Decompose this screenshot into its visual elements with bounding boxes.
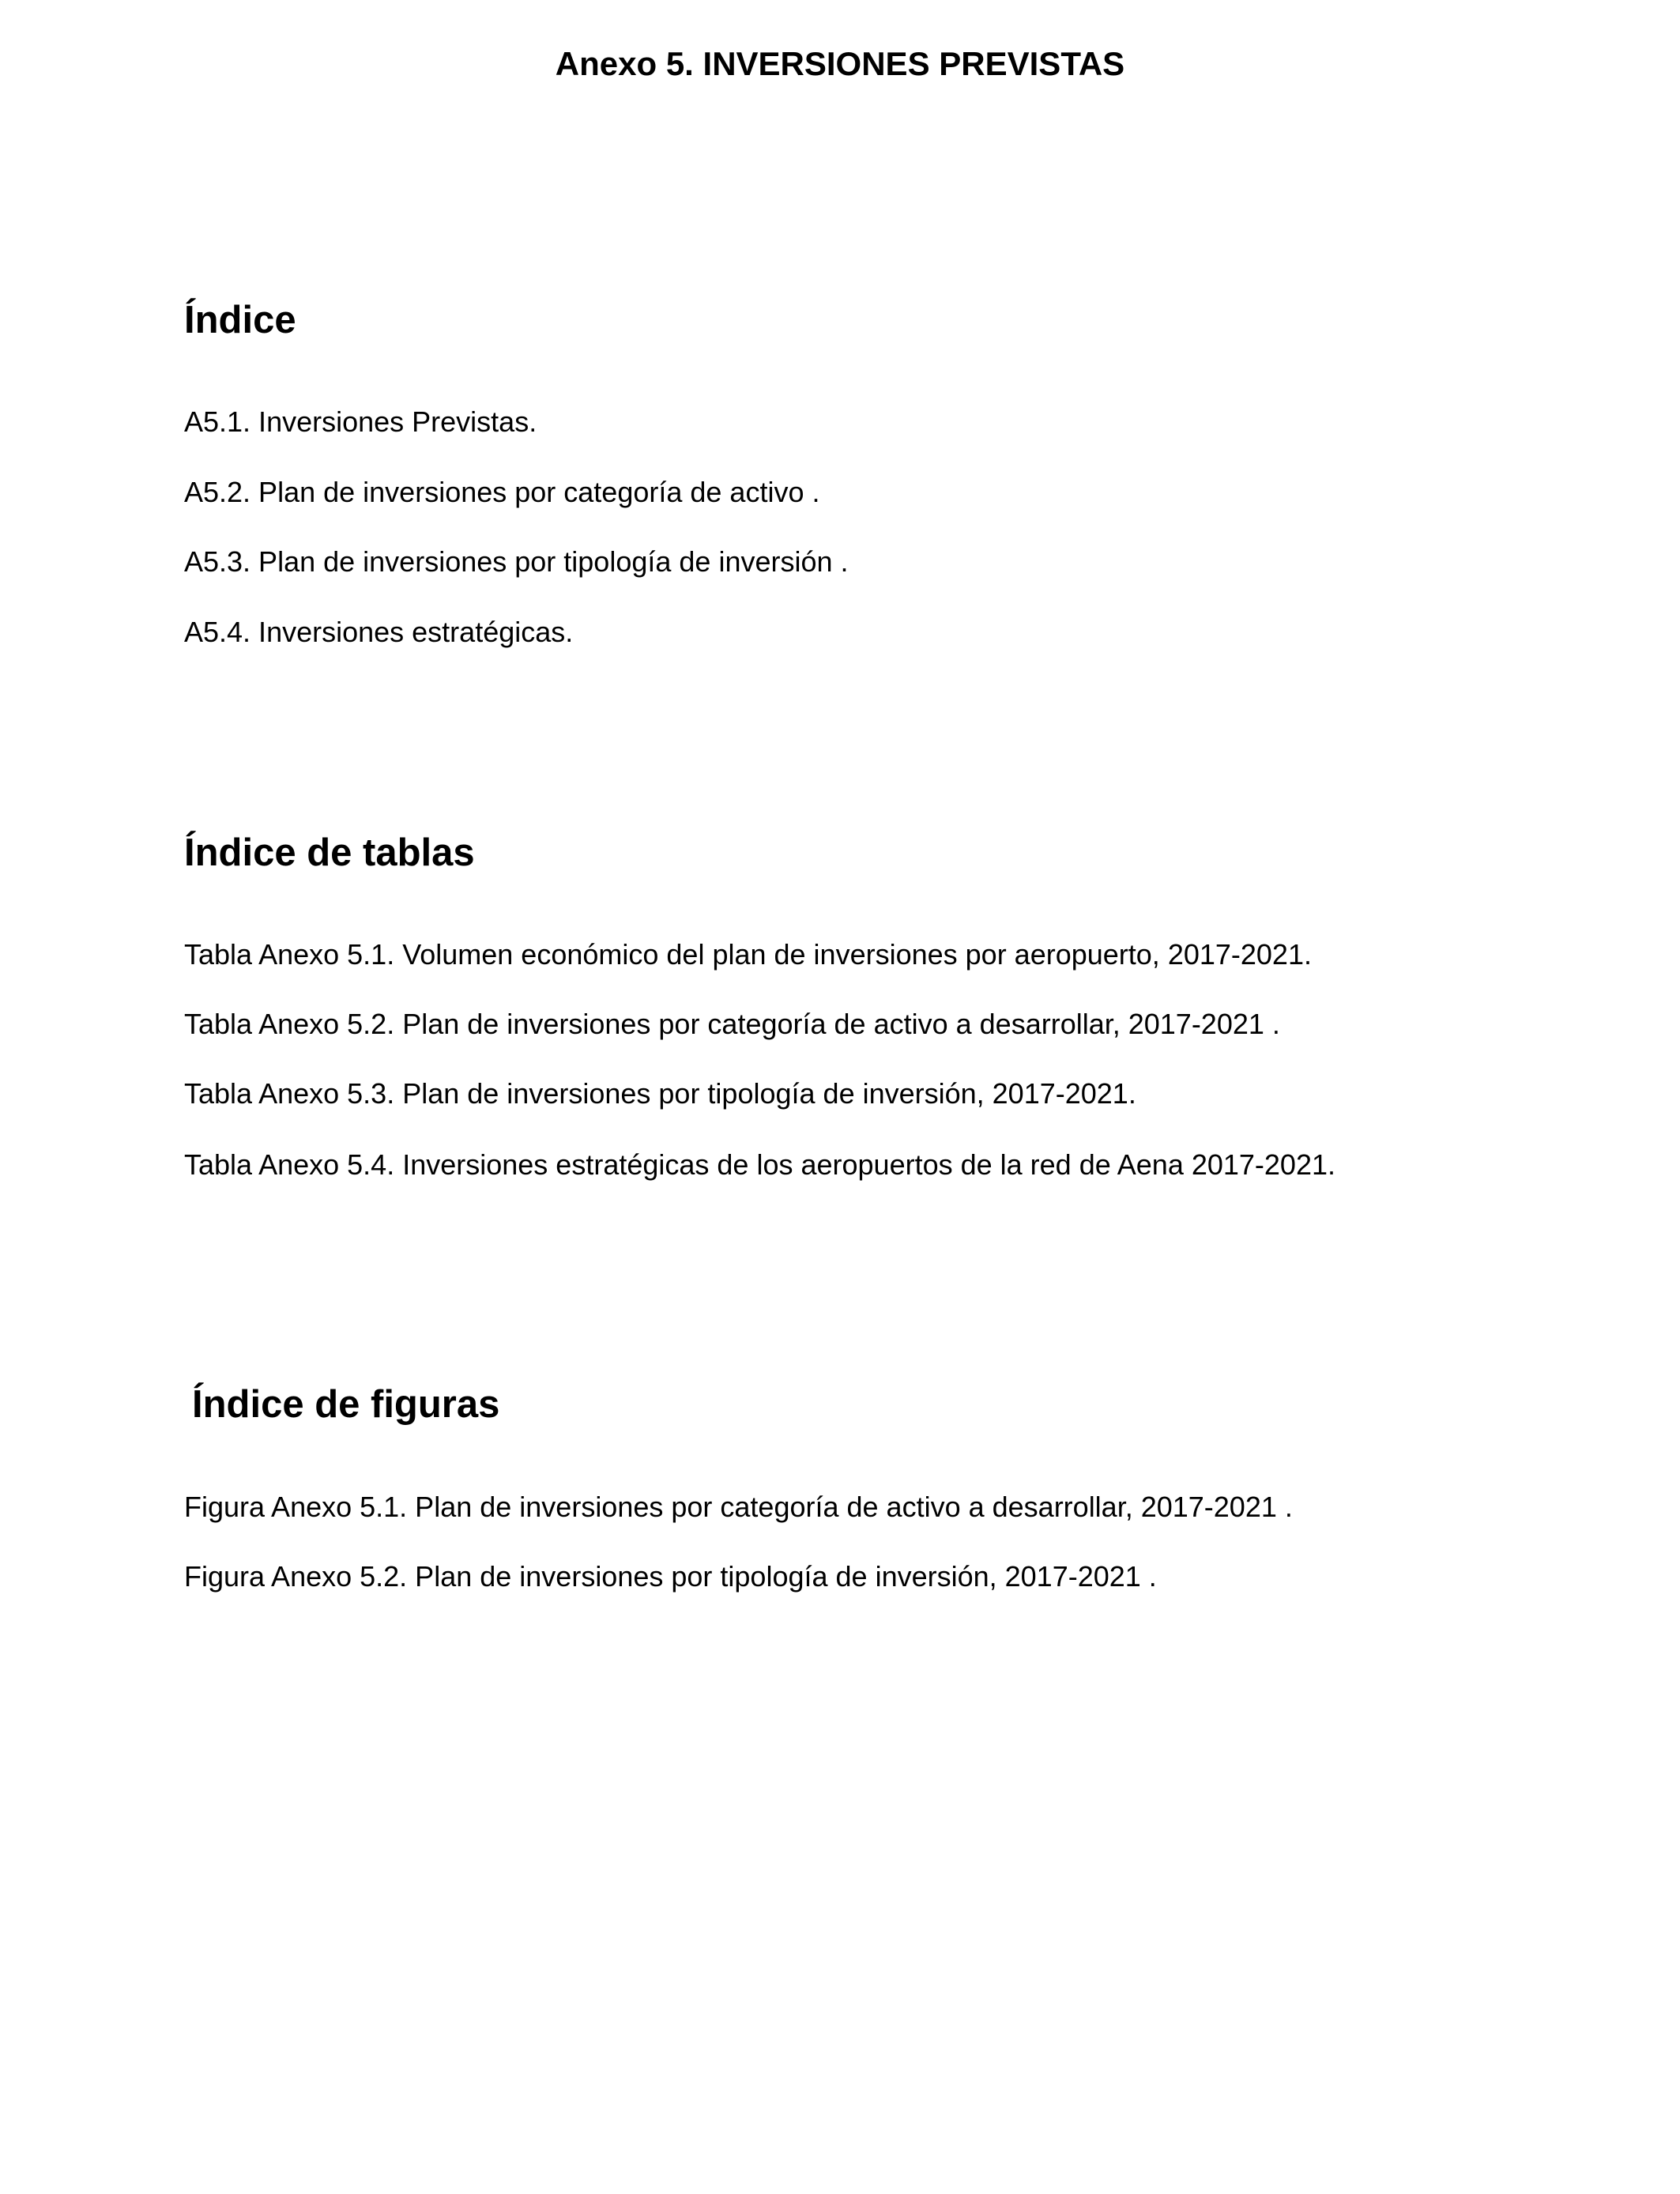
tabla-item-5-3[interactable]: Tabla Anexo 5.3. Plan de inversiones por tipología de inversión, 2017-2021.: [184, 1077, 1136, 1110]
page-title: Anexo 5. INVERSIONES PREVISTAS: [555, 45, 1125, 82]
indice-heading: Índice: [184, 299, 296, 341]
indice-item-a5-1[interactable]: A5.1. Inversiones Previstas.: [184, 405, 537, 438]
indice-item-a5-4[interactable]: A5.4. Inversiones estratégicas.: [184, 616, 574, 648]
tabla-item-5-1[interactable]: Tabla Anexo 5.1. Volumen económico del plan de inversiones por aeropuerto, 2017-2021.: [184, 938, 1312, 971]
indice-item-a5-3[interactable]: A5.3. Plan de inversiones por tipología de inversión .: [184, 545, 849, 578]
figura-item-5-1[interactable]: Figura Anexo 5.1. Plan de inversiones por categoría de activo a desarrollar, 2017-2021 .: [184, 1491, 1293, 1523]
indice-item-a5-2[interactable]: A5.2. Plan de inversiones por categoría de activo .: [184, 476, 820, 508]
tabla-item-5-2[interactable]: Tabla Anexo 5.2. Plan de inversiones por categoría de activo a desarrollar, 2017-2021 .: [184, 1008, 1280, 1040]
tabla-item-5-4[interactable]: Tabla Anexo 5.4. Inversiones estratégicas de los aeropuertos de la red de Aena 2017-2021.: [184, 1148, 1335, 1181]
indice-tablas-heading: Índice de tablas: [184, 831, 475, 874]
indice-figuras-heading: Índice de figuras: [192, 1383, 500, 1426]
figura-item-5-2[interactable]: Figura Anexo 5.2. Plan de inversiones por tipología de inversión, 2017-2021 .: [184, 1560, 1157, 1593]
